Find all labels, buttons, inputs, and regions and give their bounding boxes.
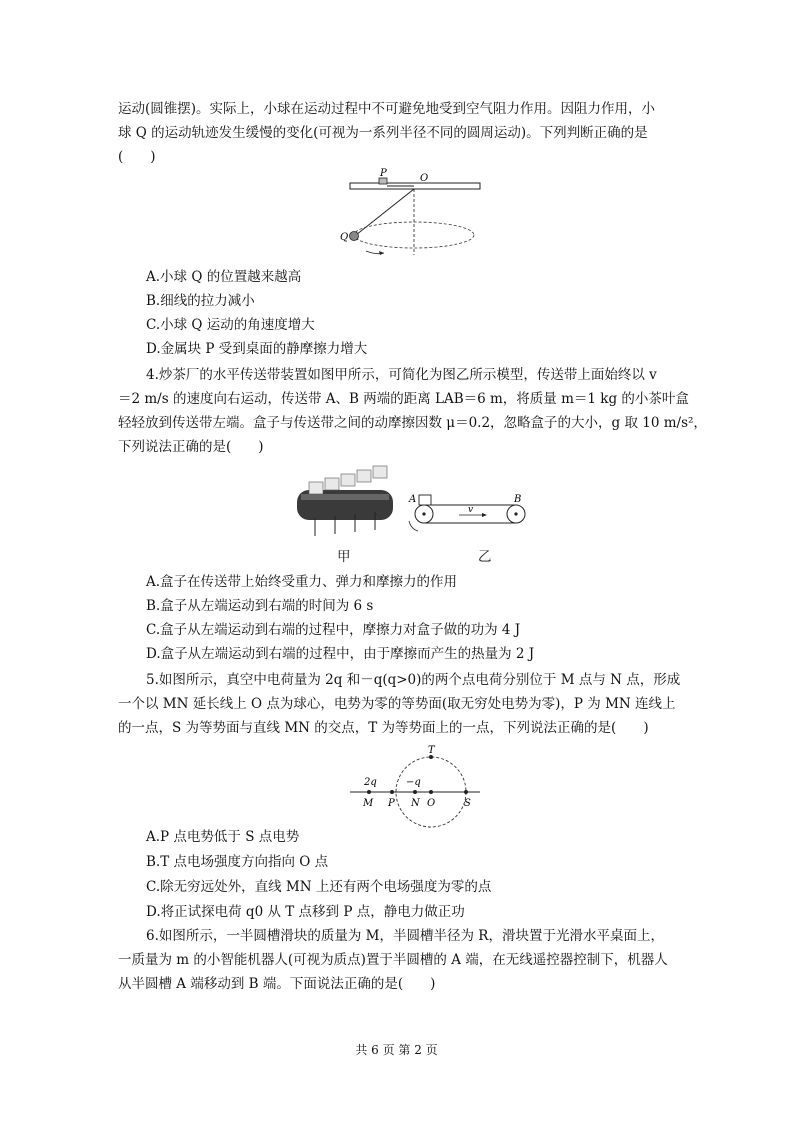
tea-box: [419, 495, 431, 505]
q3-stem-line1: 运动(圆锥摆)。实际上，小球在运动过程中不可避免地受到空气阻力作用。因阻力作用，小: [118, 101, 656, 117]
caption-yi: 乙: [478, 549, 492, 565]
q6-stem-line1: 6.如图所示，一半圆槽滑块的质量为 M，半圆槽半径为 R，滑块置于光滑水平桌面上，: [146, 928, 664, 944]
equipotential-figure: [340, 740, 490, 832]
pendulum-string: [356, 189, 414, 235]
label-t: T: [428, 745, 435, 756]
label-a: A: [409, 494, 417, 505]
q6-stem-line2: 一质量为 m 的小智能机器人(可视为质点)置于半圆槽的 A 端，在无线遥控器控制下，机器人: [118, 952, 668, 968]
q5-option-a: A.P 点电势低于 S 点电势: [146, 829, 300, 845]
conveyor-photo-jia: [295, 460, 395, 540]
label-neg-q: −q: [406, 777, 421, 788]
label-p: P: [380, 168, 387, 179]
q4-option-a: A.盒子在传送带上始终受重力、弹力和摩擦力的作用: [146, 574, 458, 590]
label-m: M: [363, 798, 374, 809]
label-p5: P: [388, 798, 395, 809]
q5-option-d: D.将正试探电荷 q0 从 T 点移到 P 点，静电力做正功: [146, 904, 465, 920]
table-plate: [350, 183, 480, 189]
q5-stem-line2: 一个以 MN 延长线上 O 点为球心，电势为零的等势面(取无穷处电势为零)，P 为 MN 连线上: [118, 696, 676, 712]
q4-option-c: C.盒子从左端运动到右端的过程中，摩擦力对盒子做的功为 4 J: [146, 622, 521, 638]
right-roller-axle: [514, 512, 517, 515]
q3-answer-blank: ( ): [118, 149, 156, 165]
q4-stem-line4: 下列说法正确的是( ): [118, 439, 264, 455]
caption-jia: 甲: [337, 549, 351, 565]
q3-option-b: B.细线的拉力减小: [146, 293, 255, 309]
ball-q: [350, 232, 359, 241]
label-2q: 2q: [364, 777, 377, 788]
label-q: Q: [340, 232, 349, 243]
points: [367, 755, 468, 794]
belt-top-surface: [301, 494, 389, 500]
boxes-row: [309, 466, 387, 494]
rotation-arrow: [409, 521, 418, 531]
left-roller-axle: [422, 512, 425, 515]
label-n: N: [411, 798, 420, 809]
conical-pendulum-figure: [332, 165, 492, 260]
velocity-arrow-head: [482, 513, 487, 517]
q4-stem-line1: 4.炒茶厂的水平传送带装置如图甲所示，可简化为图乙所示模型，传送带上面始终以 v: [146, 367, 657, 383]
label-b: B: [514, 494, 522, 505]
q5-stem-line3: 的一点，S 为等势面与直线 MN 的交点，T 为等势面上的一点，下列说法正确的是( ): [118, 720, 649, 736]
q4-option-d: D.盒子从左端运动到右端的过程中，由于摩擦而产生的热量为 2 J: [146, 646, 535, 662]
conveyor-model-yi: [405, 487, 533, 537]
label-o5: O: [427, 798, 436, 809]
q6-stem-line3: 从半圆槽 A 端移动到 B 端。下面说法正确的是( ): [118, 976, 436, 992]
q4-option-b: B.盒子从左端运动到右端的时间为 6 s: [146, 598, 374, 614]
q5-stem-line1: 5.如图所示，真空中电荷量为 2q 和－q(q>0)的两个点电荷分别位于 M 点与 N 点，形成: [146, 672, 681, 688]
q4-stem-line3: 轻轻放到传送带左端。盒子与传送带之间的动摩擦因数 μ＝0.2，忽略盒子的大小，g 取 10 m/s²，: [118, 415, 707, 431]
q5-option-c: C.除无穷远处外，直线 MN 上还有两个电场强度为零的点: [146, 879, 492, 895]
q3-stem-line2: 球 Q 的运动轨迹发生缓慢的变化(可视为一系列半径不同的圆周运动)。下列判断正确的是: [118, 125, 648, 141]
q3-option-a: A.小球 Q 的位置越来越高: [146, 269, 302, 285]
page-footer: 共 6 页 第 2 页: [355, 1043, 438, 1057]
q3-option-d: D.金属块 P 受到桌面的静摩擦力增大: [146, 341, 368, 357]
motion-arrow-head: [379, 251, 384, 255]
label-s: S: [464, 798, 471, 809]
label-v: v: [468, 505, 474, 515]
q3-option-c: C.小球 Q 运动的角速度增大: [146, 317, 315, 333]
q4-stem-line2: ＝2 m/s 的速度向右运动，传送带 A、B 两端的距离 LAB＝6 m，将质量 m＝1 kg 的小茶叶盒: [118, 391, 689, 407]
label-o: O: [420, 173, 429, 184]
q5-option-b: B.T 点电场强度方向指向 O 点: [146, 854, 329, 870]
